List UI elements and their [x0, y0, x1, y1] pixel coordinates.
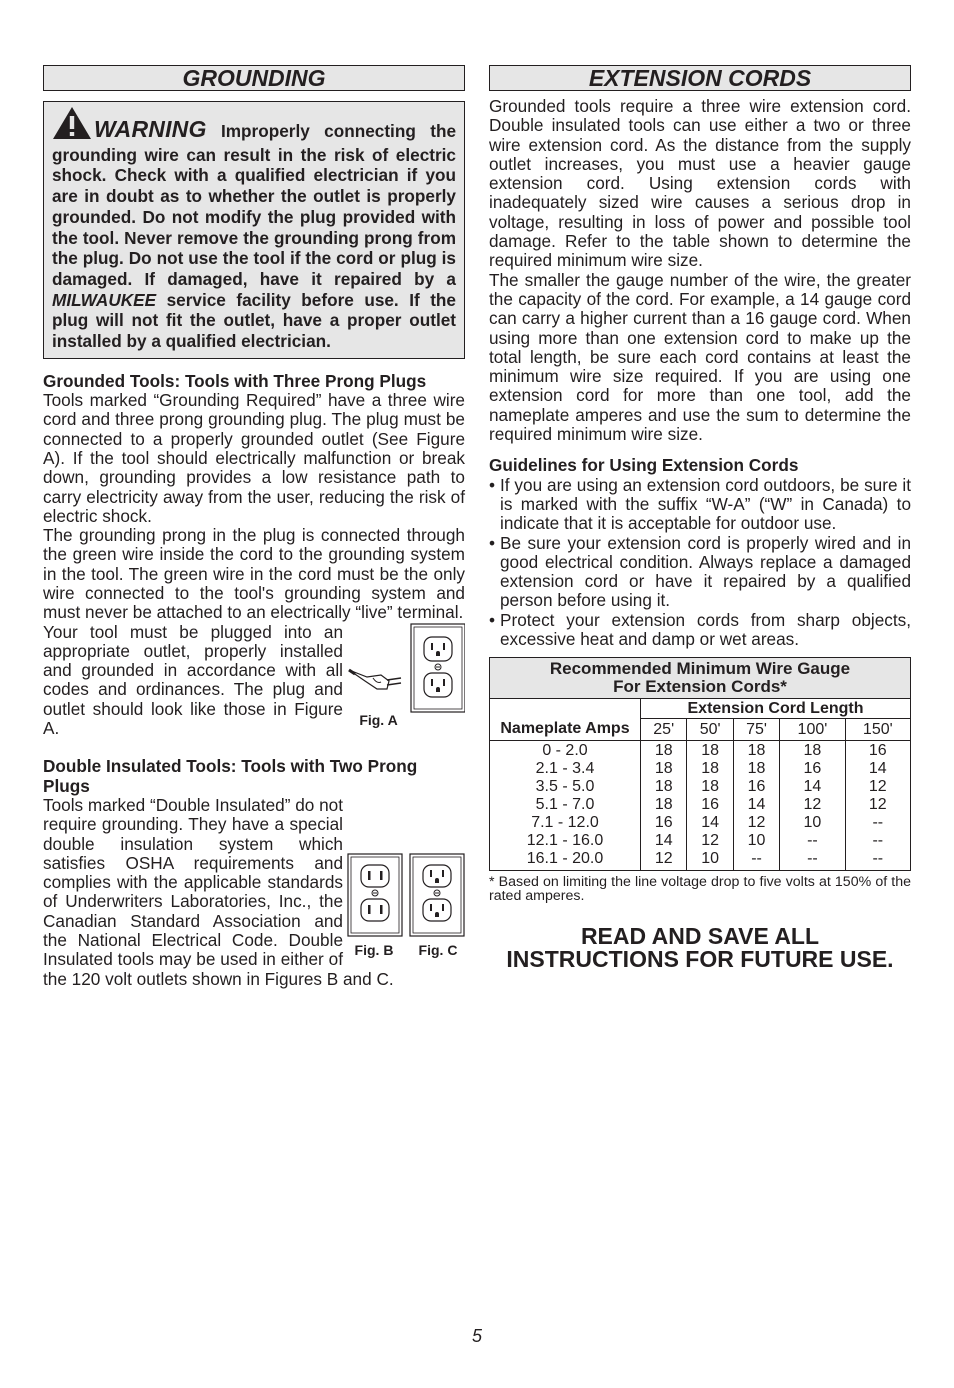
amps-cell: 0 - 2.0: [542, 742, 588, 760]
gauge-cell: --: [872, 850, 884, 868]
gauge-cell: 10: [701, 850, 720, 868]
gauge-cell: 14: [747, 796, 766, 814]
read-and-save-line-1: READ AND SAVE ALL: [580, 923, 820, 950]
gauge-column-75: [733, 741, 779, 871]
warning-brand: MILWAUKEE: [52, 289, 157, 310]
extension-cords-column: [489, 65, 911, 971]
gauge-cell: --: [751, 850, 762, 868]
gauge-cell: 18: [747, 760, 766, 778]
gauge-cell: 14: [701, 814, 720, 832]
length-header-cell: 50': [687, 719, 733, 741]
nameplate-amps-header: Nameplate Amps: [490, 699, 641, 741]
figure-a-label: Fig. A: [359, 711, 398, 728]
gauge-cell: 10: [747, 832, 766, 850]
length-header-cell: 75': [733, 719, 779, 741]
figures-b-c: [347, 853, 465, 961]
warning-word: WARNING: [94, 116, 207, 142]
gauge-cell: 16: [803, 760, 822, 778]
amps-cell: 5.1 - 7.0: [535, 796, 595, 814]
gauge-cell: 16: [654, 814, 673, 832]
gauge-column-100: [780, 741, 845, 871]
gauge-cell: 18: [747, 742, 766, 760]
extension-paragraph-1: Grounded tools require a three wire extension cord. Double insulated tools can use either a two or three wire extension cord. As the distance from the supply outlet increases, you must use a heavier gauge extension cord. Using extension cords with inadequately sized wire causes a serious drop in voltage, resulting in loss of power and possible tool damage. Refer to the table shown to determine the required minimum wire size.: [489, 96, 911, 271]
gauge-cell: 12: [868, 796, 887, 814]
three-prong-paragraph-1: Tools marked “Grounding Required” have a three wire cord and three prong grounding plug. The plug must be connected to a properly grounded outlet (See Figure A). If the tool should electrically malfunction or break down, grounding provides a low resistance path to carry electricity away from the user, reducing the risk of electric shock.: [43, 390, 465, 526]
gauge-cell: 12: [747, 814, 766, 832]
three-prong-paragraph-3: Your tool must be plugged into an appropriate outlet, properly installed and grounded in accordance with all codes and ordinances. The plug and outlet should look like those in Figure A.: [43, 621, 343, 739]
gauge-cell: 14: [868, 760, 887, 778]
three-prong-heading: Grounded Tools: Tools with Three Prong Plugs: [43, 370, 427, 391]
gauge-cell: 18: [654, 796, 673, 814]
gauge-cell: 16: [701, 796, 720, 814]
gauge-cell: 12: [868, 778, 887, 796]
warning-box: [43, 101, 465, 359]
gauge-cell: --: [872, 814, 884, 832]
three-prong-paragraph-2: The grounding prong in the plug is connected through the green wire inside the cord to the grounding system in the tool. The green wire in the cord must be the only wire connected to the tool's grounding system and must never be attached to an electrically “live” terminal.: [43, 525, 465, 623]
length-header-cell: 150': [845, 719, 910, 741]
gauge-cell: 18: [701, 742, 720, 760]
warning-triangle-icon: [52, 106, 92, 145]
amps-cell: 3.5 - 5.0: [535, 778, 595, 796]
grounding-column: [43, 65, 465, 989]
gauge-cell: --: [807, 832, 818, 850]
length-header-cell: 25': [641, 719, 687, 741]
grounding-heading: GROUNDING: [43, 65, 465, 91]
gauge-cell: 12: [654, 850, 673, 868]
table-title-line-1: Recommended Minimum Wire Gauge: [549, 659, 851, 679]
gauge-cell: 18: [654, 742, 673, 760]
amps-cell: 7.1 - 12.0: [531, 814, 599, 832]
gauge-cell: 18: [654, 778, 673, 796]
guideline-item: • If you are using an extension cord outdoors, be sure it is marked with the suffix “W-A” (“W” in Canada) to indicate that it is acceptable for outdoor use.: [489, 476, 911, 534]
table-title: [490, 658, 911, 699]
page-number: 5: [471, 1326, 482, 1346]
figure-a: [347, 623, 465, 731]
double-insulated-paragraph: Tools marked “Double Insulated” do not require grounding. They have a special double insulation system which satisfies OSHA requirements and complies with the applicable standards of Underwriters Laboratories, Inc., the Canadian Standard Association and the National Electrical Code. Double Insulated tools may be used in either of the 120 volt outlets shown in Figures B and C.: [43, 794, 394, 989]
guideline-item: • Protect your extension cords from sharp objects, excessive heat and damp or wet areas.: [489, 611, 911, 650]
read-and-save-notice: [489, 925, 911, 971]
gauge-cell: 12: [701, 832, 720, 850]
double-insulated-heading: Double Insulated Tools: Tools with Two Prong Plugs: [43, 756, 418, 796]
gauge-cell: 12: [803, 796, 822, 814]
gauge-cell: 18: [803, 742, 822, 760]
table-title-line-2: For Extension Cords*: [613, 677, 787, 697]
gauge-column-25: [641, 741, 687, 871]
read-and-save-line-2: INSTRUCTIONS FOR FUTURE USE.: [506, 946, 894, 973]
gauge-column-150: [845, 741, 910, 871]
amps-cell: 16.1 - 20.0: [526, 850, 604, 868]
amps-cell: 12.1 - 16.0: [526, 832, 604, 850]
cord-length-header: Extension Cord Length: [641, 699, 911, 719]
wire-gauge-table: [489, 657, 911, 871]
gauge-cell: 18: [701, 778, 720, 796]
length-header-cell: 100': [780, 719, 845, 741]
gauge-cell: 18: [654, 760, 673, 778]
warning-text-end: service facility before use. If the plug will not fit the outlet, have a proper outlet installed by a qualified electrician.: [52, 289, 456, 352]
gauge-cell: --: [872, 832, 884, 850]
grounded-outlet-plug-illustration: [347, 623, 465, 715]
extension-cords-heading: EXTENSION CORDS: [489, 65, 911, 91]
amps-column: [490, 741, 641, 871]
gauge-cell: 18: [701, 760, 720, 778]
extension-paragraph-2: The smaller the gauge number of the wire, the greater the capacity of the cord. For example, a 14 gauge cord can carry a higher current than a 16 gauge cord. When using more than one extension cord to make up the total length, be sure each cord contains at least the minimum wire size required. If you are using one extension cord for more than one tool, add the nameplate amperes and use the sum to determine the required minimum wire size.: [489, 269, 911, 445]
gauge-cell: 14: [654, 832, 673, 850]
guidelines-heading: Guidelines for Using Extension Cords: [489, 455, 799, 476]
figure-b-label: Fig. B: [354, 942, 394, 959]
gauge-cell: 14: [803, 778, 822, 796]
guideline-item: • Be sure your extension cord is properly wired and in good electrical condition. Always replace a damaged extension cord or have it repaired by a qualified person before using it.: [489, 534, 911, 611]
two-prong-and-grounded-outlets-illustration: [347, 853, 465, 937]
amps-cell: 2.1 - 3.4: [535, 760, 595, 778]
gauge-cell: 16: [747, 778, 766, 796]
guidelines-list: [489, 476, 911, 650]
figure-c-label: Fig. C: [418, 942, 458, 959]
table-footnote: * Based on limiting the line voltage drop to five volts at 150% of the rated amperes.: [489, 874, 911, 905]
gauge-cell: 10: [803, 814, 822, 832]
gauge-cell: 16: [868, 742, 887, 760]
warning-text: Improperly connecting the grounding wire can result in the risk of electric shock. Check with a qualified electrician if you are in doubt as to whether the outlet is properly grounded. Do not modify the plug provided with the tool. Never remove the grounding prong from the plug. Do not use the tool if the cord or plug is damaged. If damaged, have it repaired by a: [52, 121, 456, 289]
gauge-cell: --: [807, 850, 818, 868]
gauge-column-50: [687, 741, 733, 871]
